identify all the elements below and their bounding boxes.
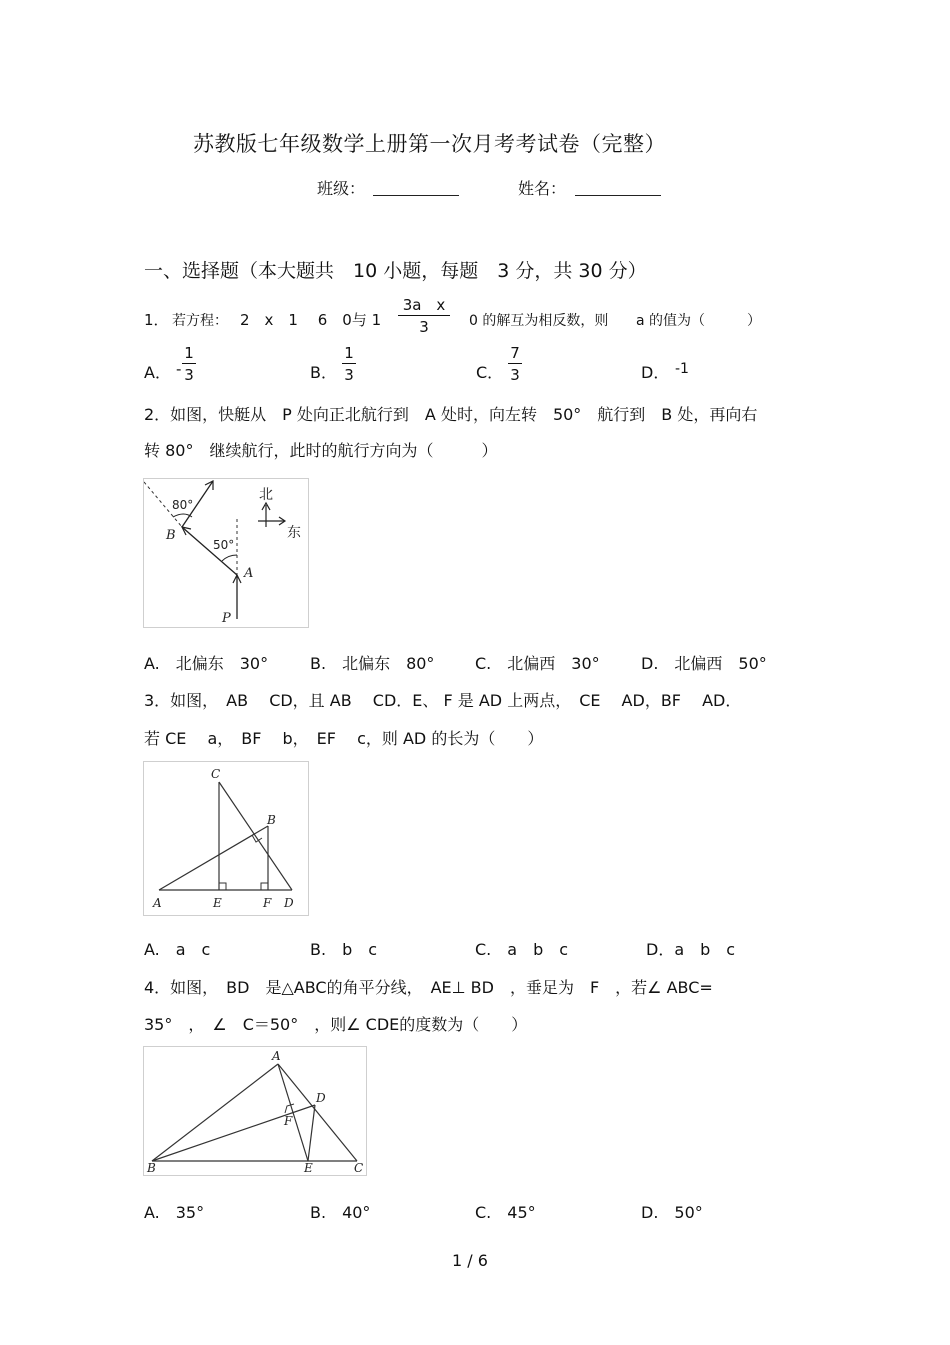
q1-option-a-bar	[182, 363, 196, 364]
q1-intro: 若方程：	[172, 313, 228, 329]
q1-fraction-bar	[398, 315, 450, 316]
q1-option-b-fraction	[342, 345, 356, 383]
q1-option-a-den: 3	[184, 366, 194, 384]
q1-fraction-numerator: 3a x	[402, 296, 446, 314]
q2-label-east: 东	[287, 525, 301, 541]
q1-fraction-denominator: 3	[419, 318, 429, 336]
q3-right-angle-e	[219, 883, 226, 890]
q2-line-2: 转 80° 继续航行，此时的航行方向为（ ）	[144, 441, 498, 460]
q1-option-a-sign: -	[176, 360, 182, 378]
q1-equation-1: 2 x 1 6 0与 1	[240, 311, 382, 329]
document-title: 苏教版七年级数学上册第一次月考考试卷（完整）	[193, 132, 666, 156]
q1-option-c-letter: C．	[476, 363, 504, 382]
q2-label-p: P	[222, 611, 231, 626]
q4-label-e: E	[304, 1161, 313, 1175]
class-blank	[373, 195, 459, 196]
q2-label-a: A	[244, 566, 254, 581]
section-heading: 一、选择题（本大题共 10 小题，每题 3 分，共 30 分）	[144, 260, 647, 282]
q4-label-b: B	[147, 1161, 156, 1175]
q3-line-2: 若 CE a， BF b， EF c，则 AD 的长为（ ）	[144, 729, 544, 748]
q2-option-c: C. 北偏西 30°	[475, 654, 600, 673]
q1-option-a-fraction	[182, 345, 196, 383]
q3-option-a: A. a c	[144, 940, 211, 959]
q2-option-d: D. 北偏西 50°	[641, 654, 767, 673]
q1-number: 1．	[144, 311, 169, 329]
page-number: 1 / 6	[452, 1251, 488, 1270]
q1-option-c-fraction	[508, 345, 522, 383]
q3-option-c: C. a b c	[475, 940, 569, 959]
q2-label-80: 80°	[172, 498, 194, 512]
q3-label-c: C	[211, 767, 221, 781]
q4-option-a: A. 35°	[144, 1203, 205, 1222]
q4-line-ac	[278, 1064, 357, 1161]
q1-tail-2: a 的值为（ ）	[636, 313, 762, 329]
q3-label-e: E	[213, 896, 222, 910]
name-label: 姓名：	[518, 179, 567, 198]
q4-line-ae	[278, 1064, 308, 1161]
q1-option-b-letter: B．	[310, 363, 337, 382]
q4-option-c: C. 45°	[475, 1203, 536, 1222]
q2-label-b: B	[166, 528, 176, 543]
q1-option-b-den: 3	[344, 366, 354, 384]
q3-line-ab	[159, 826, 268, 890]
q4-label-c: C	[354, 1161, 364, 1175]
q4-option-d: D. 50°	[641, 1203, 703, 1222]
q1-option-d-letter: D．	[641, 363, 670, 382]
q4-label-a: A	[272, 1049, 281, 1063]
class-label: 班级：	[317, 179, 366, 198]
q2-option-b: B. 北偏东 80°	[310, 654, 435, 673]
q1-option-c-bar	[508, 363, 522, 364]
q1-option-a-num: 1	[184, 344, 194, 362]
q3-line-1: 3．如图， AB CD，且 AB CD．E、 F 是 AD 上两点， CE AD，BF AD．	[144, 691, 742, 710]
q2-diagram	[144, 479, 308, 627]
q3-figure	[143, 761, 309, 916]
q3-option-d: D．a b c	[646, 940, 736, 959]
q4-label-f: F	[284, 1114, 293, 1128]
q2-figure	[143, 478, 309, 628]
q4-option-b: B. 40°	[310, 1203, 371, 1222]
q4-line-2: 35° ， ∠ C＝50° ，则∠ CDE的度数为（ ）	[144, 1015, 528, 1034]
q2-angle-arc-50	[222, 555, 237, 561]
q1-option-b-bar	[342, 363, 356, 364]
q4-line-de	[308, 1105, 315, 1161]
q1-option-d-value: -1	[675, 361, 689, 377]
name-blank	[575, 195, 661, 196]
q3-diagram	[144, 762, 308, 915]
q3-label-a: A	[153, 896, 162, 910]
q1-tail: 0 的解互为相反数，则	[469, 313, 609, 329]
q4-line-ab	[152, 1064, 278, 1161]
q3-option-b: B. b c	[310, 940, 378, 959]
q1-option-c-den: 3	[510, 366, 520, 384]
q3-label-d: D	[284, 896, 294, 910]
q2-option-a: A. 北偏东 30°	[144, 654, 269, 673]
q2-line-1: 2．如图，快艇从 P 处向正北航行到 A 处时，向左转 50° 航行到 B 处，再向右	[144, 405, 758, 424]
q4-label-d: D	[316, 1091, 326, 1105]
q1-fraction	[398, 297, 450, 335]
q1-option-c-num: 7	[510, 344, 520, 362]
q3-label-b: B	[267, 813, 276, 827]
q2-label-north: 北	[259, 487, 273, 503]
q4-diagram	[144, 1047, 366, 1175]
q4-line-1: 4．如图， BD 是△ABC的角平分线， AE⊥ BD ，垂足为 F ，若∠ ABC=	[144, 978, 713, 997]
q3-label-f: F	[263, 896, 272, 910]
q1-option-b-num: 1	[344, 344, 354, 362]
q3-right-angle-f	[261, 883, 268, 890]
q3-line-cd	[219, 782, 292, 890]
q4-figure	[143, 1046, 367, 1176]
q1-option-a-letter: A．	[144, 363, 171, 382]
q2-label-50: 50°	[213, 538, 235, 552]
